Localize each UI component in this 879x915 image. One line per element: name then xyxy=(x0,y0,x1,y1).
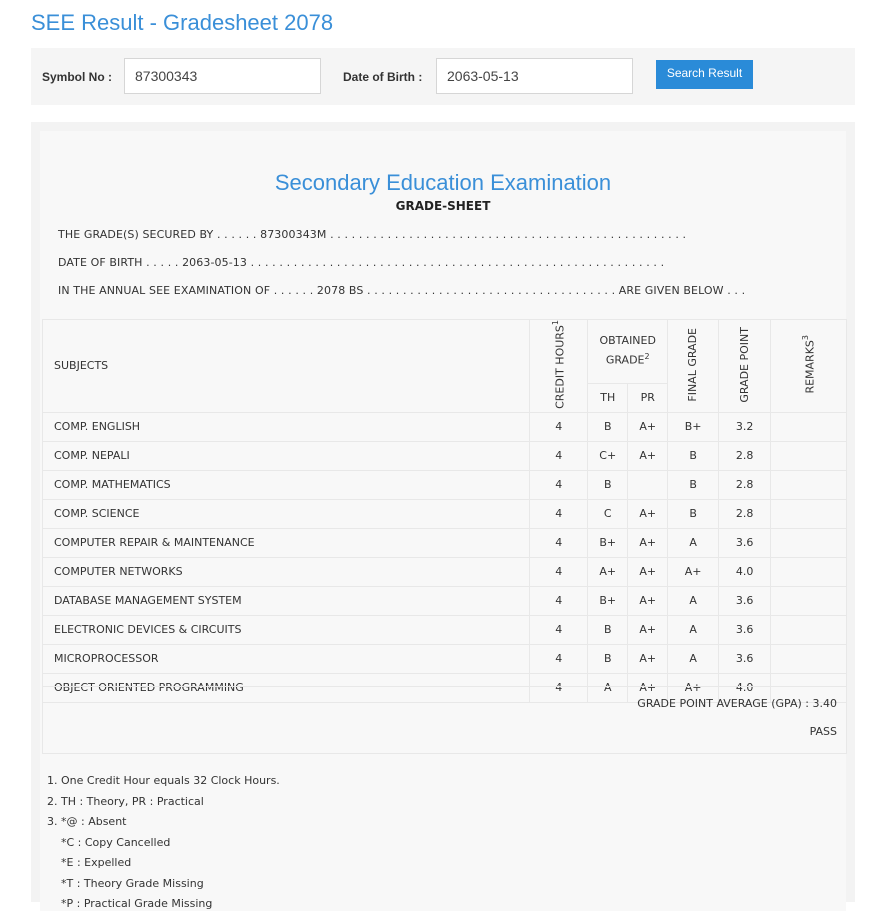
final-grade-cell: A xyxy=(668,615,719,644)
header-grade-point xyxy=(719,320,771,413)
header-subjects: SUBJECTS xyxy=(43,320,530,413)
th-grade-cell: B xyxy=(588,412,628,441)
final-grade-cell: B+ xyxy=(668,412,719,441)
gpa-text: GRADE POINT AVERAGE (GPA) : 3.40 xyxy=(637,697,837,710)
credit-cell: 4 xyxy=(530,441,588,470)
th-grade-cell: B+ xyxy=(588,586,628,615)
subject-cell: ELECTRONIC DEVICES & CIRCUITS xyxy=(43,615,530,644)
header-remarks xyxy=(771,320,847,413)
table-row xyxy=(43,441,847,470)
th-grade-cell: A+ xyxy=(588,557,628,586)
credit-cell: 4 xyxy=(530,499,588,528)
note-item: 2. TH : Theory, PR : Practical xyxy=(47,794,204,808)
credit-cell: 4 xyxy=(530,673,588,702)
header-credit-sup: 1 xyxy=(551,320,561,326)
symbol-input[interactable] xyxy=(124,58,321,94)
th-grade-cell: B xyxy=(588,470,628,499)
page-title: SEE Result - Gradesheet 2078 xyxy=(31,10,334,35)
credit-cell: 4 xyxy=(530,586,588,615)
th-grade-cell: A xyxy=(588,673,628,702)
th-grade-cell: B xyxy=(588,644,628,673)
dob-label: Date of Birth : xyxy=(343,70,423,84)
grade-point-cell: 2.8 xyxy=(719,499,771,528)
dob-input[interactable] xyxy=(436,58,633,94)
grade-point-cell: 4.0 xyxy=(719,557,771,586)
note-item: *C : Copy Cancelled xyxy=(61,835,171,849)
gradesheet-container xyxy=(31,122,855,910)
gpa-box xyxy=(42,686,847,754)
credit-cell: 4 xyxy=(530,528,588,557)
final-grade-cell: B xyxy=(668,470,719,499)
subject-cell: OBJECT ORIENTED PROGRAMMING xyxy=(43,673,530,702)
grade-point-cell: 3.6 xyxy=(719,528,771,557)
pr-grade-cell: A+ xyxy=(628,412,668,441)
credit-cell: 4 xyxy=(530,412,588,441)
header-grade-point-label: GRADE POINT xyxy=(737,326,751,403)
final-grade-cell: B xyxy=(668,499,719,528)
credit-cell: 4 xyxy=(530,470,588,499)
grade-table xyxy=(42,319,847,703)
note-item: 3. *@ : Absent xyxy=(47,815,127,828)
pr-grade-cell: A+ xyxy=(628,441,668,470)
table-row xyxy=(43,499,847,528)
remarks-cell xyxy=(771,441,847,470)
remarks-cell xyxy=(771,412,847,441)
final-grade-cell: A xyxy=(668,644,719,673)
grade-point-cell: 4.0 xyxy=(719,673,771,702)
pr-grade-cell: A+ xyxy=(628,586,668,615)
table-row xyxy=(43,586,847,615)
grade-point-cell: 2.8 xyxy=(719,470,771,499)
gradesheet-title: GRADE-SHEET xyxy=(395,199,491,213)
pr-grade-cell: A+ xyxy=(628,644,668,673)
exam-title: Secondary Education Examination xyxy=(274,170,612,195)
final-grade-cell: A+ xyxy=(668,557,719,586)
subject-cell: COMP. MATHEMATICS xyxy=(43,470,530,499)
credit-cell: 4 xyxy=(530,615,588,644)
header-final-grade-label: FINAL GRADE xyxy=(686,327,700,402)
header-remarks-label: REMARKS xyxy=(803,340,817,394)
remarks-cell xyxy=(771,586,847,615)
header-pr: PR xyxy=(628,383,668,412)
credit-cell: 4 xyxy=(530,644,588,673)
grade-point-cell: 3.6 xyxy=(719,586,771,615)
th-grade-cell: C xyxy=(588,499,628,528)
subject-cell: COMP. ENGLISH xyxy=(43,412,530,441)
search-result-button[interactable]: Search Result xyxy=(656,60,753,89)
notes xyxy=(47,771,280,915)
subject-cell: COMPUTER NETWORKS xyxy=(43,557,530,586)
header-obtained-grade-label: OBTAINED GRADE xyxy=(599,334,656,368)
pr-grade-cell xyxy=(628,470,668,499)
header-remarks-sup: 3 xyxy=(801,335,811,341)
final-grade-cell: B xyxy=(668,441,719,470)
note-item: 1. One Credit Hour equals 32 Clock Hours. xyxy=(47,774,280,787)
table-row xyxy=(43,412,847,441)
header-obtained-grade xyxy=(588,320,668,384)
pr-grade-cell: A+ xyxy=(628,557,668,586)
search-bar xyxy=(31,48,855,105)
table-row xyxy=(43,528,847,557)
subject-cell: COMP. NEPALI xyxy=(43,441,530,470)
grade-point-cell: 3.6 xyxy=(719,644,771,673)
table-row xyxy=(43,615,847,644)
grade-rows xyxy=(43,412,847,702)
table-row xyxy=(43,644,847,673)
remarks-cell xyxy=(771,615,847,644)
gradesheet xyxy=(40,131,846,911)
th-grade-cell: B+ xyxy=(588,528,628,557)
subject-cell: COMPUTER REPAIR & MAINTENANCE xyxy=(43,528,530,557)
subject-cell: COMP. SCIENCE xyxy=(43,499,530,528)
header-credit-hours-label: CREDIT HOURS xyxy=(554,325,568,409)
header-final-grade xyxy=(668,320,719,413)
note-item: *P : Practical Grade Missing xyxy=(61,897,213,910)
symbol-label: Symbol No : xyxy=(42,70,113,84)
header-credit-hours xyxy=(530,320,588,413)
final-grade-cell: A+ xyxy=(668,673,719,702)
remarks-cell xyxy=(771,557,847,586)
credit-cell: 4 xyxy=(530,557,588,586)
header-obtained-sup: 2 xyxy=(644,352,650,362)
remarks-cell xyxy=(771,499,847,528)
final-grade-cell: A xyxy=(668,528,719,557)
header-th: TH xyxy=(588,383,628,412)
subject-cell: MICROPROCESSOR xyxy=(43,644,530,673)
result-status: PASS xyxy=(809,725,837,738)
subject-cell: DATABASE MANAGEMENT SYSTEM xyxy=(43,586,530,615)
secured-by-line: THE GRADE(S) SECURED BY . . . . . . 87300343M . . . . . . . . . . . . . . . . . . . . . . . . . . . . . . . . . . . . . . . . . . . . . . . . . . xyxy=(58,228,687,241)
pr-grade-cell: A+ xyxy=(628,673,668,702)
table-row xyxy=(43,557,847,586)
note-item: *T : Theory Grade Missing xyxy=(61,876,204,890)
pr-grade-cell: A+ xyxy=(628,615,668,644)
grade-point-cell: 3.6 xyxy=(719,615,771,644)
final-grade-cell: A xyxy=(668,586,719,615)
grade-point-cell: 3.2 xyxy=(719,412,771,441)
exam-line: IN THE ANNUAL SEE EXAMINATION OF . . . . . . 2078 BS . . . . . . . . . . . . . . . . . . . . . . . . . . . . . . . . . . . ARE GIVEN BELOW . . . xyxy=(58,284,746,297)
th-grade-cell: C+ xyxy=(588,441,628,470)
grade-point-cell: 2.8 xyxy=(719,441,771,470)
dob-line: DATE OF BIRTH . . . . . 2063-05-13 . . . . . . . . . . . . . . . . . . . . . . . . . . . . . . . . . . . . . . . . . . . . . . . . . . . . . . . . . . xyxy=(58,256,665,269)
table-row xyxy=(43,470,847,499)
remarks-cell xyxy=(771,528,847,557)
note-item: *E : Expelled xyxy=(61,856,132,869)
pr-grade-cell: A+ xyxy=(628,499,668,528)
remarks-cell xyxy=(771,470,847,499)
pr-grade-cell: A+ xyxy=(628,528,668,557)
th-grade-cell: B xyxy=(588,615,628,644)
remarks-cell xyxy=(771,644,847,673)
